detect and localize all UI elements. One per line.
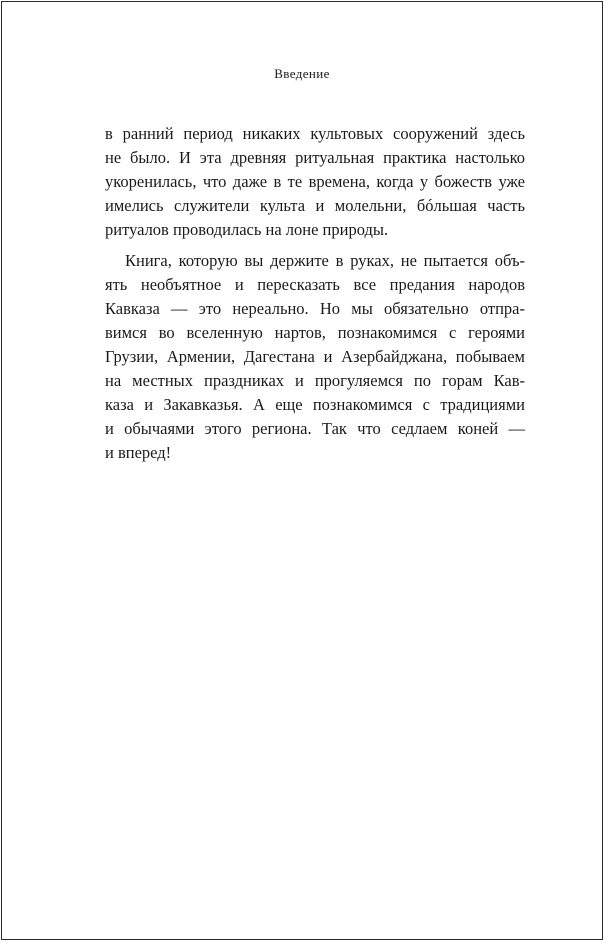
paragraph-1 <box>105 122 525 242</box>
text-line: Грузии, Армении, Дагестана и Азербайджана, побываем <box>105 347 525 366</box>
text-line: и вперед! <box>105 443 172 462</box>
text-line: в ранний период никаких культовых сооружений здесь <box>105 124 525 143</box>
text-line: на местных праздниках и прогуляемся по горам Кав- <box>105 371 525 390</box>
text-line: имелись служители культа и молельни, бóльшая часть <box>105 196 525 215</box>
text-line: вимся во вселенную нартов, познакомимся с героями <box>105 323 525 342</box>
text-line: ять необъятное и пересказать все предания народов <box>105 275 525 294</box>
book-page <box>1 1 603 940</box>
text-line: не было. И эта древняя ритуальная практика настолько <box>105 148 525 167</box>
text-line: каза и Закавказья. А еще познакомимся с традициями <box>105 395 525 414</box>
body-text <box>105 122 525 465</box>
paragraph-2 <box>105 249 525 465</box>
text-line: ритуалов проводилась на лоне природы. <box>105 220 389 239</box>
text-line: Книга, которую вы держите в руках, не пытается объ- <box>125 251 525 270</box>
text-line: и обычаями этого региона. Так что седлаем коней — <box>105 419 525 438</box>
text-line: Кавказа — это нереально. Но мы обязательно отпра- <box>105 299 525 318</box>
running-head: Введение <box>274 66 330 81</box>
text-line: укоренилась, что даже в те времена, когда у божеств уже <box>105 172 525 191</box>
